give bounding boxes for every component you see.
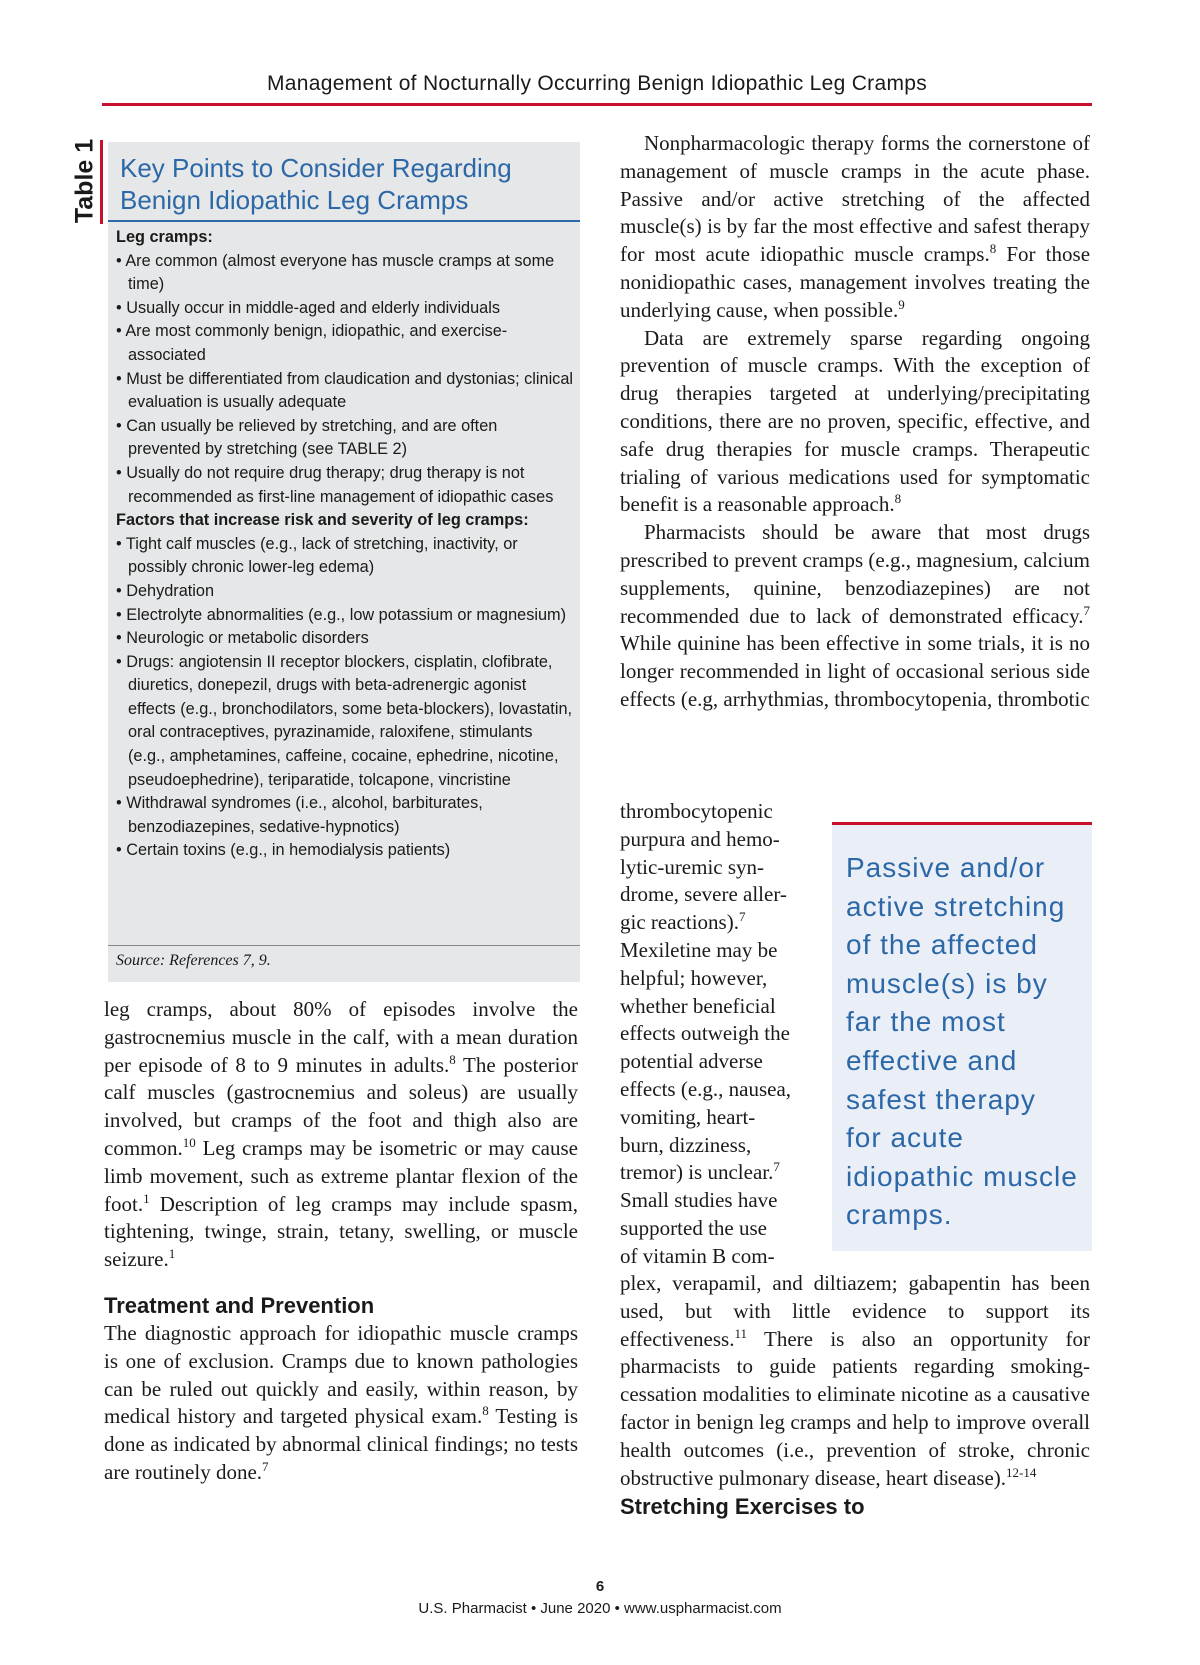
footer-publication: U.S. Pharmacist • June 2020 • www.uspharmacist.com — [418, 1600, 782, 1617]
list-item: • Withdrawal syndromes (i.e., alcohol, barbiturates, benzodiazepines, sedative-hypnotics) — [116, 794, 483, 836]
table-title-rule — [108, 220, 580, 222]
page-number: 6 — [595, 1578, 605, 1595]
running-head: Management of Nocturnally Occurring Benign Idiopathic Leg Cramps — [266, 72, 928, 95]
body-paragraph: The diagnostic approach for idiopathic muscle cramps is one of exclusion. Cramps due to known pathologies can be ruled out quickly and easily, within reason, by medical history and targeted physical exam.$^8$ Testing is done as indicated by abnormal clinical findings; no tests are routinely done.$^7$ — [104, 1320, 578, 1484]
list-item: • Usually do not require drug therapy; drug therapy is not recommended as first-line management of idiopathic cases — [116, 463, 554, 506]
list-item: • Must be differentiated from claudication and dystonias; clinical evaluation is usually adequate — [116, 369, 573, 412]
pull-quote — [832, 822, 1092, 1251]
list-item: • Are most commonly benign, idiopathic, and exercise-associated — [116, 322, 508, 364]
list-item: • Can usually be relieved by stretching, and are often prevented by stretching (see TABLE 2) — [116, 416, 498, 459]
key-points-table — [108, 142, 580, 982]
pull-quote-text: Passive and/or active stretching of the affected muscle(s) is by far the most effective and safest therapy for acute idiopathic muscle cramps. — [846, 852, 1078, 1231]
list-item: • Drugs: angiotensin II receptor blockers, cisplatin, clofibrate, diuretics, donepezil, drugs with beta-adrenergic agonist effects (e.g., bronchodilators, some beta-blockers), lovastatin, oral contraceptives, pyrazinamide, raloxifene, stimulants (e.g., amphetamines, caffeine, cocaine, ephedrine, nicotine, pseudoephedrine), teriparatide, tolcapone, vincristine — [116, 652, 573, 789]
text-line: gic reactions).$^7$ — [620, 909, 746, 935]
text-line: of vitamin B com- — [620, 1243, 775, 1268]
list-item: • Are common (almost everyone has muscle cramps at some time) — [116, 251, 555, 294]
list-item: • Electrolyte abnormalities (e.g., low potassium or magnesium) — [116, 605, 566, 624]
body-paragraph: Data are extremely sparse regarding ongoing prevention of muscle cramps. With the exception of drug therapies targeted at underlying/precipitating conditions, there are no proven, specific, effective, and safe drug therapies for muscle cramps. Therapeutic trialing of various medications used for symptomatic benefit is a reasonable approach.$^8$ — [620, 325, 1090, 517]
text-line: effects outweigh the — [620, 1021, 790, 1046]
text-line: lytic-uremic syn- — [620, 854, 765, 879]
text-line: helpful; however, — [620, 965, 768, 990]
table-tab-text: Table 1 — [70, 138, 99, 224]
text-line: burn, dizziness, — [620, 1132, 752, 1157]
right-column-top — [620, 130, 1090, 714]
text-line: Mexiletine may be — [620, 937, 778, 962]
list-item: • Dehydration — [116, 581, 215, 600]
left-column — [104, 996, 578, 1487]
right-column-bottom — [620, 1270, 1090, 1522]
table-title-line-1: Key Points to Consider Regarding — [120, 153, 512, 183]
right-column-narrow — [620, 798, 820, 1271]
section-heading-stretching: Stretching Exercises to — [620, 1494, 865, 1520]
table-tab-rule — [100, 140, 103, 224]
table-tab-label — [68, 138, 102, 224]
list-item: • Usually occur in middle-aged and elderly individuals — [116, 298, 500, 317]
body-paragraph: plex, verapamil, and diltiazem; gabapentin has been used, but with little evidence to support its effectiveness.$^{11}$ There is also an opportunity for pharmacists to guide patients regarding smoking-cessation modalities to eliminate nicotine as a causative factor in benign leg cramps and help to improve overall health outcomes (i.e., prevention of stroke, chronic obstructive pulmonary disease, heart disease).$^{12-14}$ — [620, 1271, 1090, 1490]
text-line: drome, severe aller- — [620, 882, 787, 907]
text-line: purpura and hemo- — [620, 826, 780, 851]
list-item: • Neurologic or metabolic disorders — [116, 629, 369, 648]
text-line: thrombocytopenic — [620, 799, 773, 823]
text-line: effects (e.g., nausea, — [620, 1076, 792, 1101]
source-rule — [108, 945, 580, 946]
list-item: • Certain toxins (e.g., in hemodialysis patients) — [116, 841, 451, 860]
text-line: vomiting, heart- — [620, 1104, 756, 1129]
section-heading: Leg cramps: — [116, 228, 213, 246]
text-line: supported the use — [620, 1215, 767, 1240]
text-line: potential adverse — [620, 1049, 763, 1074]
body-paragraph: Pharmacists should be aware that most drugs prescribed to prevent cramps (e.g., magnesium, calcium supplements, quinine, benzodiazepines) are not recommended due to lack of demonstrated efficacy.$^7$ While quinine has been effective in some trials, it is no longer recommended in light of occasional serious side effects (e.g, arrhythmias, thrombocytopenia, thrombotic — [620, 520, 1090, 711]
section-heading-treatment: Treatment and Prevention — [104, 1292, 375, 1318]
table-title — [120, 152, 570, 216]
header-rule — [102, 103, 1092, 106]
body-paragraph: leg cramps, about 80% of episodes involve the gastrocnemius muscle in the calf, with a mean duration per episode of 8 to 9 minutes in adults.$^8$ The posterior calf muscles (gastrocnemius and soleus) are usually involved, but cramps of the foot and thigh also are common.$^{10}$ Leg cramps may be isometric or may cause limb movement, such as extreme plantar flexion of the foot.$^1$ Description of leg cramps may include spasm, tightening, twinge, strain, tetany, swelling, or muscle seizure.$^1$ — [104, 997, 578, 1272]
table-source: Source: References 7, 9. — [116, 952, 271, 969]
list-item: • Tight calf muscles (e.g., lack of stretching, inactivity, or possibly chronic lower-leg edema) — [116, 534, 518, 577]
text-line: Small studies have — [620, 1188, 778, 1213]
table-title-line-2: Benign Idiopathic Leg Cramps — [120, 185, 469, 215]
text-line: tremor) is unclear.$^7$ — [620, 1159, 780, 1185]
body-paragraph: Nonpharmacologic therapy forms the cornerstone of management of muscle cramps in the acute phase. Passive and/or active stretching of the affected muscle(s) is by far the most effective and safest therapy for most acute idiopathic muscle cramps.$^8$ For those nonidiopathic cases, management involves treating the underlying cause, when possible.$^9$ — [620, 131, 1091, 322]
text-line: whether beneficial — [620, 993, 776, 1018]
key-points-list — [116, 226, 574, 863]
section-heading: Factors that increase risk and severity of leg cramps: — [116, 511, 529, 530]
